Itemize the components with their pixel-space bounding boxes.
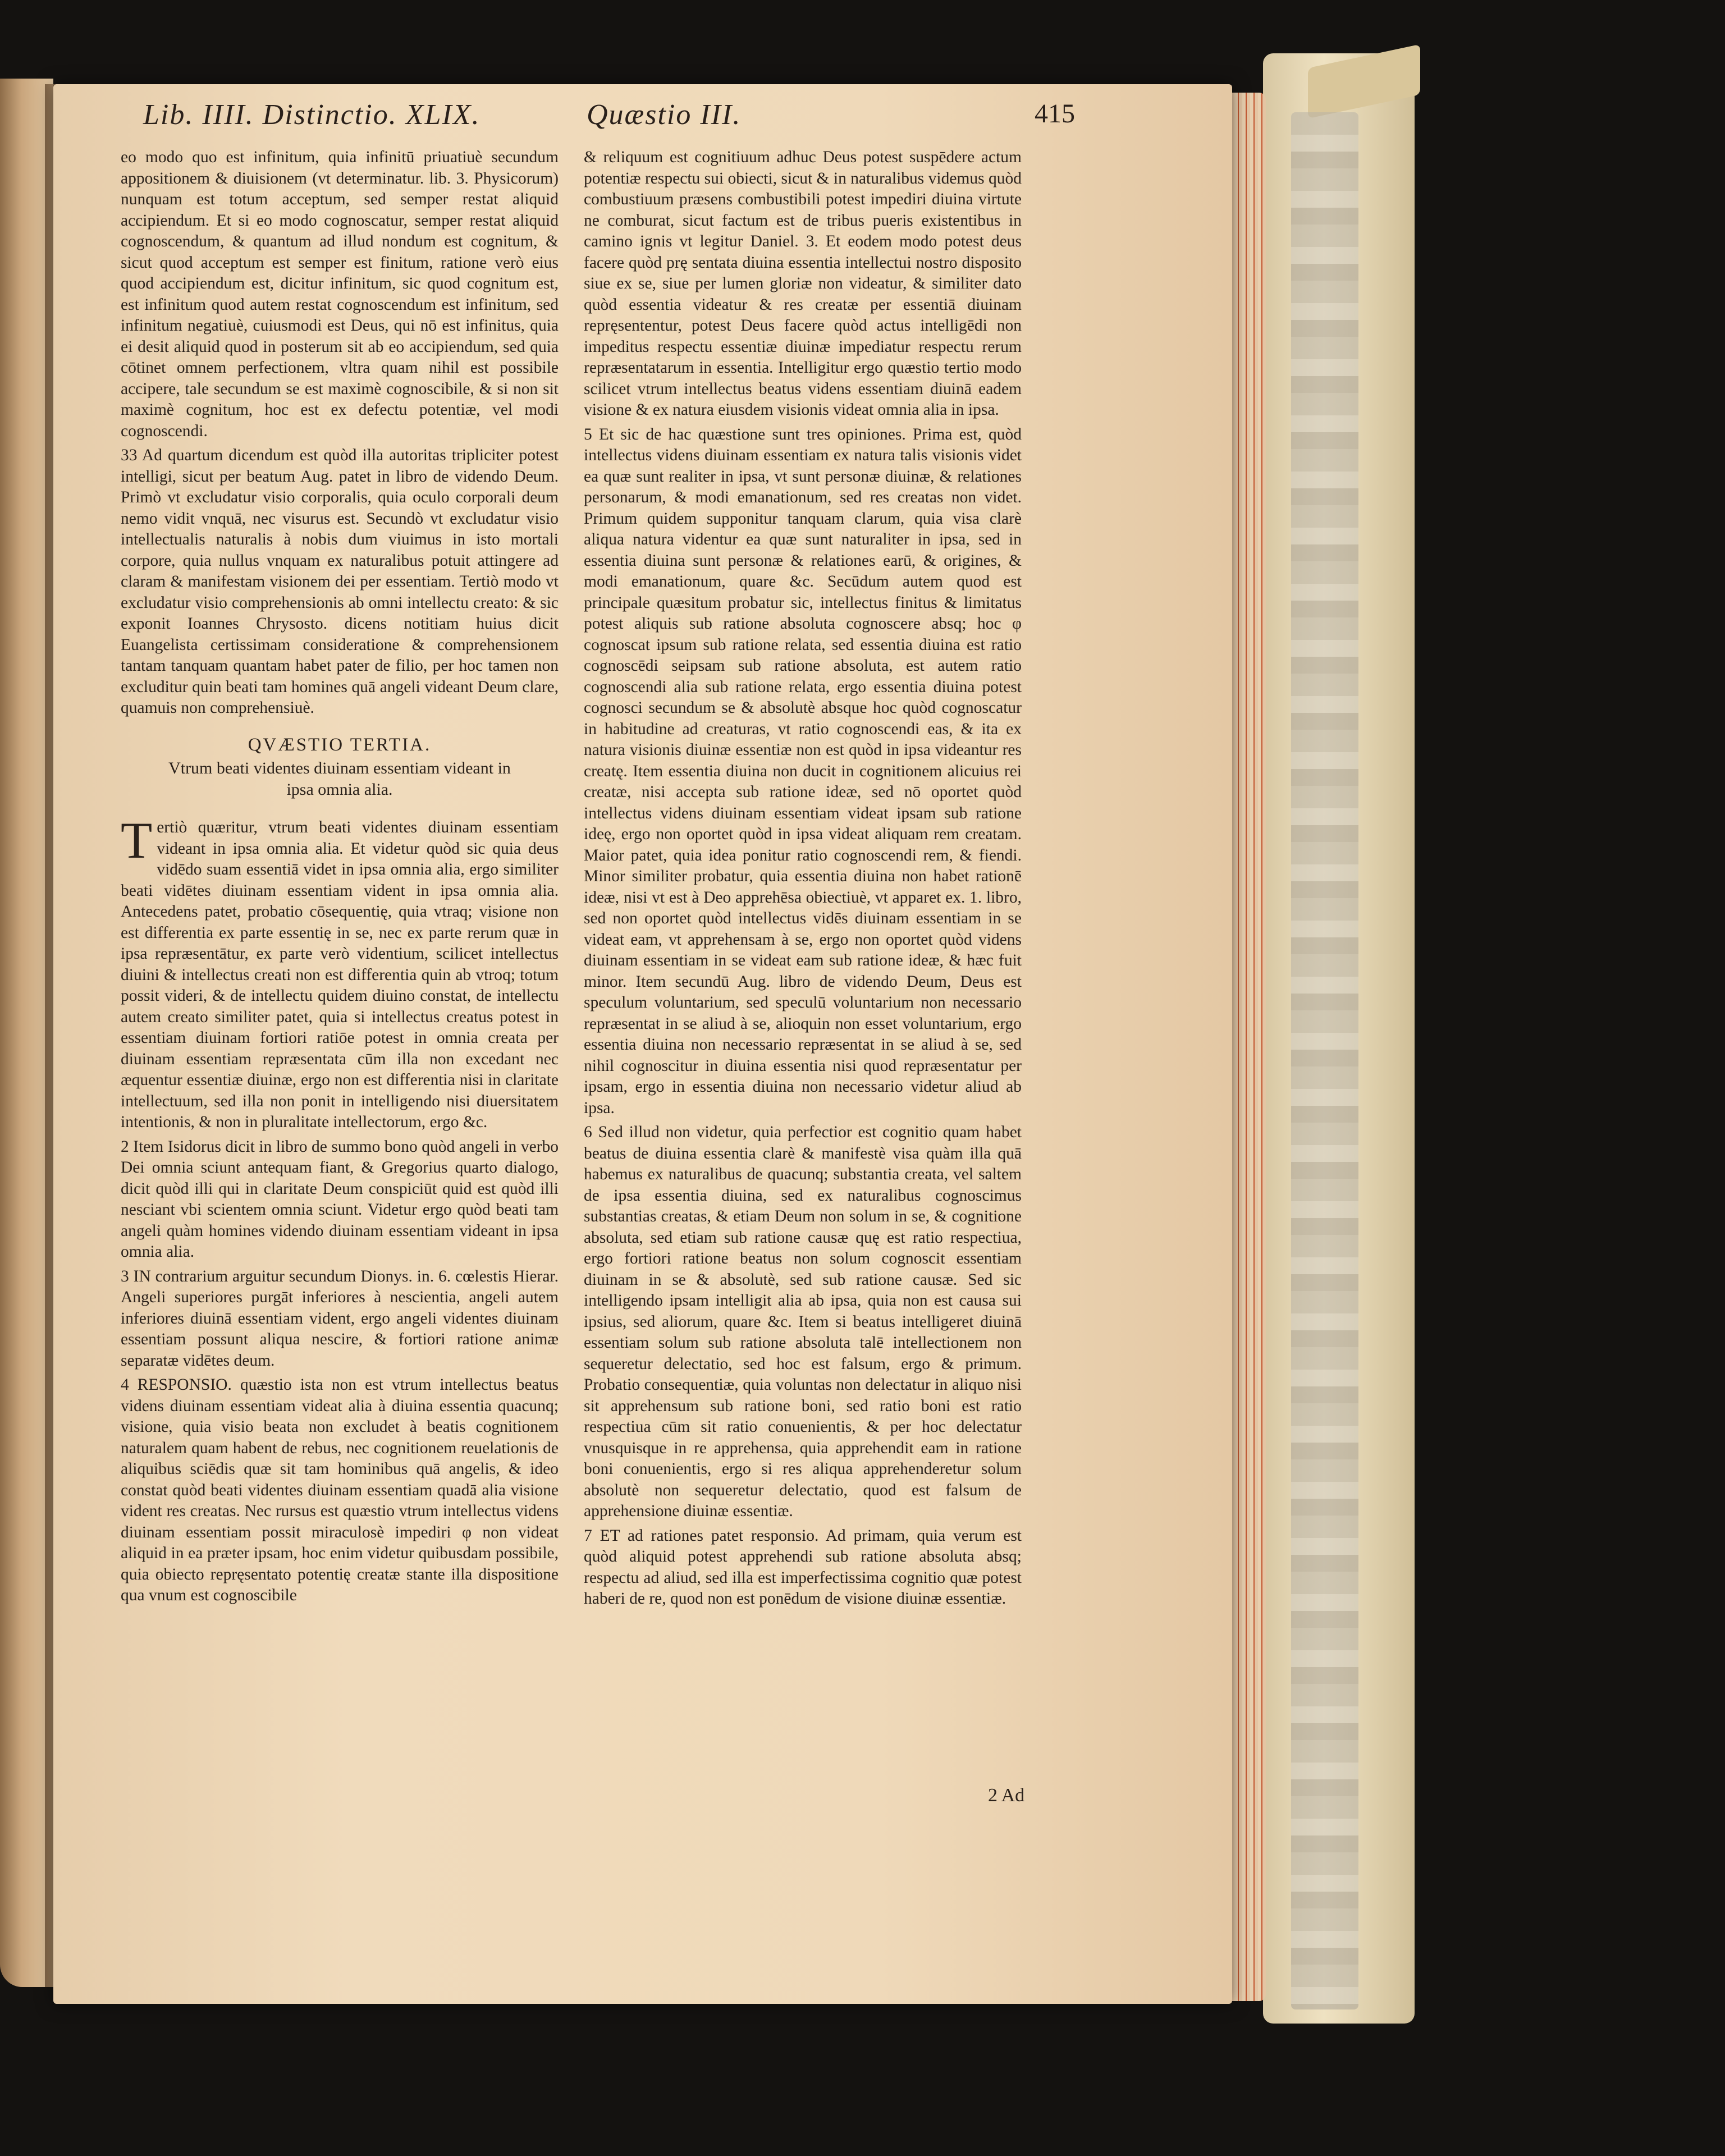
paragraph: 7 ET ad rationes patet responsio. Ad primam, quia verum est quòd aliquid potest apprehendi sub ratione absoluta absq; respectu ad aliud, sed illa est imperfectissima cognitio quæ potest haberi de re, quod non est ponēdum de visione diuinæ essentiæ. — [584, 1526, 1022, 1608]
red-page-edges — [1227, 93, 1266, 2001]
question-title: QVÆSTIO TERTIA. — [248, 734, 432, 755]
paragraph: 4 RESPONSIO. quæstio ista non est vtrum intellectus beatus videns diuinam essentiam videat alia à diuina essentia quacunq; visione, quia visio beata non excludet à beatis cognitionem naturalem quam habent de rebus, nec cognitionem reuelationis de aliquibus sciēdis quæ sit tam hominibus quā angelis, & ideo constat quòd beati videntes diuinam essentiam quadā alia visione vident res creatas. Nec rursus est quæstio vtrum intellectus videns diuinam essentiam possit miraculosè impediri φ non videat aliquid in ea præter ipsam, hoc enim videtur quibusdam possibile, quia obiecto repręsentato potentię creatæ stante illa dispositione qua vnum est cognoscibile — [121, 1376, 559, 1604]
running-title-right: Quæstio III. — [587, 99, 742, 131]
paragraph: & reliquum est cognitiuum adhuc Deus potest suspēdere actum potentiæ respectu sui obiecti, sicut & in naturalibus videmus quòd combustiuum præsens combustibili potest impediri diuina virtute ne comburat, sicut factum est de tribus pueris existentibus in camino ignis vt legitur Daniel. 3. Et eodem modo potest deus facere quòd prę sentata diuina essentia intellectui nostro disposito siue ex se, siue per lumen gloriæ non videatur, & similiter dato quòd essentia videatur & res creatæ per essentiā diuinam repręsententur, potest Deus facere quòd actus intelligēdi non impeditus respectu essentiæ diuinæ impediatur respectu rerum repræsentatarum in essentia. Intelligitur ergo quæstio tertio modo scilicet vtrum intellectus beatus videns essentiam diuinā eadem visione & ex natura eiusdem visionis videat omnia alia in ipsa. — [584, 148, 1022, 419]
binding-spine-texture — [1291, 112, 1358, 2009]
catchword: 2 Ad — [988, 1785, 1025, 1806]
paragraph: Tertiò quæritur, vtrum beati videntes diuinam essentiam videant in ipsa omnia alia. Et videtur quòd sic quia deus vidēdo suam essentiā videt in ipsa omnia alia, ergo similiter beati vidētes diuinam essentiam vident in ipsa omnia alia. Antecedens patet, probatio cōsequentię, quia vtraq; visione non est differentia ex parte essentię in se, nec ex parte rerum quæ in ipsa repræsentātur, ex parte verò videntium, scilicet intellectus diuini & intellectus creati non est differentia quin ab vtroq; totum possit videri, & de intellectu quidem diuino constat, de intellectu autem creato similiter patet, quia si intellectus creatus potest in essentiam diuinam fortiori ratiōe potest in omnia creata per diuinam essentiam repræsentata cūm illa non excedant nec æquentur essentiæ diuinæ, ergo non est differentia nisi in claritate intellectuum, sed illa non ponit in intelligendo nisi diuersitatem intentionis, & non in pluralitate intellectorum, ergo &c. — [121, 812, 559, 1131]
running-header — [143, 98, 1075, 143]
left-text-column — [121, 147, 559, 1610]
folio-number: 415 — [1035, 99, 1075, 129]
right-text-column — [584, 147, 1022, 1613]
running-title-left: Lib. IIII. Distinctio. XLIX. — [143, 99, 481, 131]
paragraph: 2 Item Isidorus dicit in libro de summo bono quòd angeli in verbo Dei omnia sciunt antequam fiant, & Gregorius quarto dialogo, dicit quòd illi qui in claritate Deum conspiciūt quid est quòd illi nesciant vbi scientem omnia sciunt. Videtur ergo quòd beati tam angeli quàm homines videndo diuinam essentiam videant in ipsa omnia alia. — [121, 1137, 559, 1261]
paragraph: 33 Ad quartum dicendum est quòd illa autoritas tripliciter potest intelligi, sicut per beatum Aug. patet in libro de videndo Deum. Primò vt excludatur visio corporalis, quia oculo corporali deum nemo vidit vnquā, nec visurus est. Secundò vt excludatur visio intellectualis naturalis à nobis dum viuimus in isto mortali corpore, quia nullus vnquam ex naturalibus potuit attingere ad claram & manifestam visionem dei per essentiam. Tertiò modo vt excludatur visio comprehensionis ab omni intellectu creato: & sic exponit Ioannes Chrysosto. dicens notitiam huius dicit Euangelista certissimam consideratione & comprehensionem tantam tanquam quantam habet pater de filio, per hoc tamen non excluditur quin beati tam homines quā angeli videant Deum clare, quamuis non comprehensiuè. — [121, 446, 559, 717]
paragraph: 5 Et sic de hac quæstione sunt tres opiniones. Prima est, quòd intellectus videns diuinam essentiam ex natura talis visionis videt ea quæ sunt realiter in ipsa, vt sunt personæ diuinæ, & relationes personarum, & modi emanationum, sed res creatas non videt. Primum quidem supponitur tanquam clarum, quia visa clarè aliqua natura videntur ea quæ sunt naturaliter in ipsa, sed in essentia diuina sunt personæ & relationes earū, & origines, & modi emanationum, quare &c. Secūdum autem quod est principale quæsitum probatur sic, intellectus finitus & limitatus potest aliquis sub ratione absoluta cognoscere absq; hoc φ cognoscat ipsum sub ratione relata, sed essentia diuina est ratio cognoscēdi seipsam sub ratione absoluta, est autem ratio cognoscendi alia sub ratione relata, ergo essentia diuina potest cognosci secundum se & absolutè absque hoc quòd cognoscatur in habitudine ad creaturas, vt ratio cognoscendi eas, & ita ex natura visionis diuinæ essentiæ non est quòd in ipsa videantur res creatę. Item essentia diuina non ducit in cognitionem alicuius rei creatæ, nisi accepta sub ratione ideæ, sed nō oportet quòd intellectus videns diuinam essentiam videat ipsam sub ratione ideę, ergo non oportet quòd in ipsa videat aliquam rem creatam. Maior patet, quia idea ponitur ratio cognoscendi rem, & fiendi. Minor similiter probatur, quia essentia diuina non habet rationē ideæ, nisi vt est à Deo apprehēsa obiectiuè, vt apparet ex. 1. libro, sed non oportet quòd intellectus vidēs diuinam essentiam in se videat eam, vt apprehensam à se, ergo non oportet quòd videns diuinam essentiam in se videat eam sub ratione ideæ, & hæc fuit minor. Item secundū Aug. libro de videndo Deum, Deus est speculum voluntarium, sed speculū voluntarium non necessario repræsentat in se aliud à se, alioquin non esset voluntarium, ergo essentia diuina non necessario repræsentat in se aliud à se, sed nihil cognoscitur in diuina essentia nisi quod repræsentatur per ipsam, ergo in essentia diuina non necessario videtur aliud ab ipsa. — [584, 425, 1022, 1117]
paragraph: eo modo quo est infinitum, quia infinitū priuatiuè secundum appositionem & diuisionem (vt determinatur. lib. 3. Physicorum) nunquam est totum acceptum, sed semper restat aliquid accipiendum. Et si eo modo cognoscatur, semper restat aliquid cognoscendum, & quantum ad illud nondum est cognitum, & sicut quod acceptum est semper est finitum, ratione verò eius quod accipiendum est, dicitur infinitum, sic quod cognitum est, est infinitum quod autem restat cognoscendum est infinitum, sed infinitum negatiuè, cuiusmodi est Deus, qui nō est infinitus, quia ei desit aliquid quod in posterum sit ab eo accipiendum, sed quia cōtinet omnem perfectionem, vltra quam nihil est possibile accipere, tale secundum se est maximè cognoscibile, & si non sit maximè cognitum, hoc est ex defectu potentiæ, vel modi cognoscendi. — [121, 148, 559, 440]
paragraph: 6 Sed illud non videtur, quia perfectior est cognitio quam habet beatus de diuina essentia clarè & manifestè visa quàm illa quā habemus ex naturalibus de quacunq; substantia creata, vel saltem de ipsa essentia diuina, sed ex naturalibus cognoscimus substantias creatas, & etiam Deum non solum in se, & cognitione absoluta, sed etiam sub ratione causæ quę est ratio respectiua, ergo fortiori ratione beatus non solum cognoscit essentiam diuinam in se & absolutè, sed sub ratione causæ. Sed sic intelligendo ipsam intelligit alia ab ipsa, quia non est causa sui ipsius, sed aliorum, quare &c. Item si beatus intelligeret diuinā essentiam solum sub ratione absoluta talē intellectionem non sequeretur delectatio, sed hoc est falsum, ergo & primum. Probatio consequentiæ, quia voluntas non delectatur in aliquo nisi sit apprehensum sub ratione boni, sed ratio boni est ratio respectiua cūm sit ratio conuenientis, & per hoc delectatur vnusquisque in re apprehensa, quia apprehendit eam in ratione boni conuenientis, ergo si res aliqua apprehenderetur solum absolutè non sequeretur delectatio, quod est falsum de apprehensione diuinæ essentiæ. — [584, 1123, 1022, 1520]
question-subtitle: Vtrum beati videntes diuinam essentiam videant in ipsa omnia alia. — [168, 759, 511, 799]
paragraph: 3 IN contrarium arguitur secundum Dionys. in. 6. cœlestis Hierar. Angeli superiores purgāt inferiores à nescientia, angeli autem inferiores diuinā essentiam vident, ergo angeli videntes diuinam essentiam possunt aliqua nescire, & fortiori ratione animæ separatæ vidētes deum. — [121, 1267, 559, 1370]
